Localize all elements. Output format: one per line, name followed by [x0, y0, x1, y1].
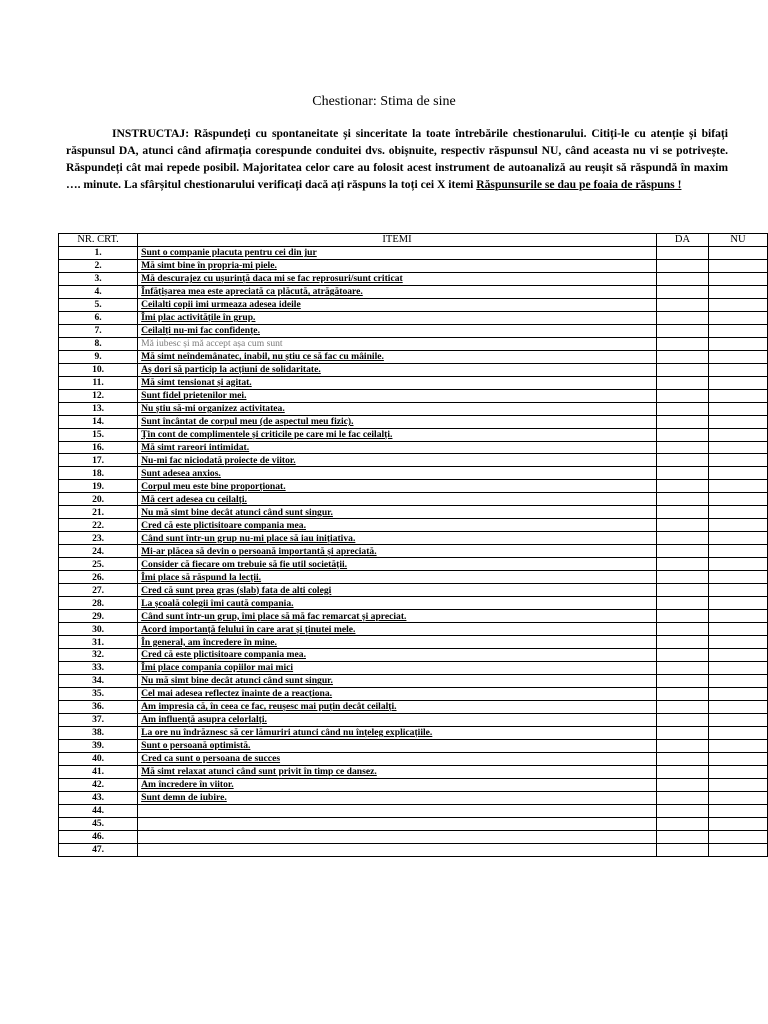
- answer-da-cell[interactable]: [656, 324, 708, 337]
- answer-nu-cell[interactable]: [709, 804, 768, 817]
- row-number: 41.: [59, 765, 138, 778]
- row-number: 14.: [59, 415, 138, 428]
- answer-nu-cell[interactable]: [709, 584, 768, 597]
- table-row: [59, 532, 768, 545]
- row-number: 30.: [59, 623, 138, 636]
- table-row: [59, 674, 768, 687]
- table-row: [59, 454, 768, 467]
- questionnaire-table: [58, 233, 768, 857]
- table-row: [59, 246, 768, 259]
- item-text: Mă simt neîndemânatec, inabil, nu știu ce să fac cu mâinile.: [138, 350, 657, 363]
- item-text: Aș dori să particip la acțiuni de solidaritate.: [138, 363, 657, 376]
- row-number: 42.: [59, 778, 138, 791]
- answer-da-cell[interactable]: [656, 259, 708, 272]
- answer-da-cell[interactable]: [656, 428, 708, 441]
- table-row: [59, 739, 768, 752]
- answer-nu-cell[interactable]: [709, 454, 768, 467]
- answer-nu-cell[interactable]: [709, 272, 768, 285]
- answer-da-cell[interactable]: [656, 843, 708, 856]
- answer-nu-cell[interactable]: [709, 817, 768, 830]
- table-row: [59, 324, 768, 337]
- answer-nu-cell[interactable]: [709, 661, 768, 674]
- table-row: [59, 765, 768, 778]
- answer-da-cell[interactable]: [656, 493, 708, 506]
- header-nr: NR. CRT.: [59, 234, 138, 247]
- item-text: Acord importanță felului în care arat și ținutei mele.: [138, 623, 657, 636]
- table-row: [59, 363, 768, 376]
- answer-nu-cell[interactable]: [709, 739, 768, 752]
- answer-da-cell[interactable]: [656, 350, 708, 363]
- answer-nu-cell[interactable]: [709, 713, 768, 726]
- answer-da-cell[interactable]: [656, 752, 708, 765]
- table-row: [59, 752, 768, 765]
- answer-nu-cell[interactable]: [709, 519, 768, 532]
- answer-nu-cell[interactable]: [709, 687, 768, 700]
- answer-nu-cell[interactable]: [709, 532, 768, 545]
- answer-nu-cell[interactable]: [709, 610, 768, 623]
- item-text: Sunt o persoană optimistă.: [138, 739, 657, 752]
- item-text: Cel mai adesea reflectez înainte de a reacționa.: [138, 687, 657, 700]
- row-number: 15.: [59, 428, 138, 441]
- answer-da-cell[interactable]: [656, 687, 708, 700]
- answer-nu-cell[interactable]: [709, 493, 768, 506]
- row-number: 44.: [59, 804, 138, 817]
- row-number: 9.: [59, 350, 138, 363]
- item-text: Ceilalti copii imi urmeaza adesea ideile: [138, 298, 657, 311]
- answer-da-cell[interactable]: [656, 804, 708, 817]
- table-row: [59, 571, 768, 584]
- answer-nu-cell[interactable]: [709, 700, 768, 713]
- item-text: Mă iubesc și mă accept așa cum sunt: [138, 337, 657, 350]
- item-text: Îmi plac activitățile în grup.: [138, 311, 657, 324]
- item-text: Țin cont de complimentele și criticile pe care mi le fac ceilalți.: [138, 428, 657, 441]
- row-number: 20.: [59, 493, 138, 506]
- answer-nu-cell[interactable]: [709, 623, 768, 636]
- item-text: [138, 804, 657, 817]
- item-text: Îmi place să răspund la lecții.: [138, 571, 657, 584]
- item-text: Sunt o companie placuta pentru cei din jur: [138, 246, 657, 259]
- item-text: Corpul meu este bine proporționat.: [138, 480, 657, 493]
- answer-nu-cell[interactable]: [709, 350, 768, 363]
- answer-nu-cell[interactable]: [709, 467, 768, 480]
- answer-da-cell[interactable]: [656, 376, 708, 389]
- answer-nu-cell[interactable]: [709, 285, 768, 298]
- row-number: 5.: [59, 298, 138, 311]
- row-number: 45.: [59, 817, 138, 830]
- table-header-row: [59, 234, 768, 247]
- answer-da-cell[interactable]: [656, 623, 708, 636]
- item-text: Când sunt într-un grup nu-mi place să iau inițiativa.: [138, 532, 657, 545]
- answer-nu-cell[interactable]: [709, 649, 768, 662]
- answer-nu-cell[interactable]: [709, 506, 768, 519]
- table-row: [59, 830, 768, 843]
- item-text: [138, 830, 657, 843]
- item-text: Cred că sunt prea gras (slab) fata de alti colegi: [138, 584, 657, 597]
- instructions-answer-note: Răspunsurile se dau pe foaia de răspuns !: [476, 178, 682, 191]
- answer-da-cell[interactable]: [656, 778, 708, 791]
- item-text: Mă simt relaxat atunci când sunt privit în timp ce dansez.: [138, 765, 657, 778]
- table-row: [59, 545, 768, 558]
- item-text: Consider că fiecare om trebuie să fie util societății.: [138, 558, 657, 571]
- row-number: 18.: [59, 467, 138, 480]
- answer-nu-cell[interactable]: [709, 765, 768, 778]
- answer-da-cell[interactable]: [656, 402, 708, 415]
- answer-da-cell[interactable]: [656, 700, 708, 713]
- item-text: La școală colegii îmi caută compania.: [138, 597, 657, 610]
- item-text: Nu știu să-mi organizez activitatea.: [138, 402, 657, 415]
- item-text: Am impresia că, în ceea ce fac, reușesc mai puțin decât ceilalți.: [138, 700, 657, 713]
- table-row: [59, 791, 768, 804]
- answer-da-cell[interactable]: [656, 389, 708, 402]
- row-number: 33.: [59, 661, 138, 674]
- answer-da-cell[interactable]: [656, 713, 708, 726]
- answer-da-cell[interactable]: [656, 661, 708, 674]
- header-nu: NU: [709, 234, 768, 247]
- item-text: Sunt adesea anxios.: [138, 467, 657, 480]
- row-number: 35.: [59, 687, 138, 700]
- answer-da-cell[interactable]: [656, 726, 708, 739]
- answer-nu-cell[interactable]: [709, 389, 768, 402]
- item-text: Când sunt într-un grup, îmi place să mă fac remarcat și apreciat.: [138, 610, 657, 623]
- answer-nu-cell[interactable]: [709, 337, 768, 350]
- answer-nu-cell[interactable]: [709, 791, 768, 804]
- answer-nu-cell[interactable]: [709, 726, 768, 739]
- table-row: [59, 480, 768, 493]
- instructions: [66, 125, 728, 193]
- table-row: [59, 376, 768, 389]
- row-number: 46.: [59, 830, 138, 843]
- item-text: Mă descurajez cu ușurință daca mi se fac reprosuri/sunt criticat: [138, 272, 657, 285]
- table-row: [59, 467, 768, 480]
- item-text: Nu mă simt bine decât atunci când sunt singur.: [138, 506, 657, 519]
- page-title: Chestionar: Stima de sine: [312, 94, 456, 109]
- row-number: 38.: [59, 726, 138, 739]
- row-number: 27.: [59, 584, 138, 597]
- answer-nu-cell[interactable]: [709, 324, 768, 337]
- item-text: La ore nu îndrăznesc să cer lămuriri atunci când nu înțeleg explicațiile.: [138, 726, 657, 739]
- answer-da-cell[interactable]: [656, 519, 708, 532]
- table-row: [59, 519, 768, 532]
- table-row: [59, 700, 768, 713]
- answer-da-cell[interactable]: [656, 363, 708, 376]
- table-row: [59, 636, 768, 649]
- row-number: 32.: [59, 649, 138, 662]
- table-row: [59, 558, 768, 571]
- table-row: [59, 661, 768, 674]
- answer-nu-cell[interactable]: [709, 597, 768, 610]
- table-row: [59, 493, 768, 506]
- row-number: 16.: [59, 441, 138, 454]
- row-number: 13.: [59, 402, 138, 415]
- row-number: 22.: [59, 519, 138, 532]
- table-row: [59, 311, 768, 324]
- answer-nu-cell[interactable]: [709, 571, 768, 584]
- item-text: [138, 843, 657, 856]
- item-text: Înfățișarea mea este apreciată ca plăcută, atrăgătoare.: [138, 285, 657, 298]
- row-number: 2.: [59, 259, 138, 272]
- answer-nu-cell[interactable]: [709, 843, 768, 856]
- table-row: [59, 597, 768, 610]
- table-row: [59, 389, 768, 402]
- answer-da-cell[interactable]: [656, 285, 708, 298]
- item-text: Îmi place compania copiilor mai mici: [138, 661, 657, 674]
- table-row: [59, 350, 768, 363]
- table-row: [59, 687, 768, 700]
- row-number: 40.: [59, 752, 138, 765]
- answer-nu-cell[interactable]: [709, 415, 768, 428]
- item-text: Cred ca sunt o persoana de succes: [138, 752, 657, 765]
- row-number: 4.: [59, 285, 138, 298]
- answer-da-cell[interactable]: [656, 597, 708, 610]
- row-number: 1.: [59, 246, 138, 259]
- row-number: 11.: [59, 376, 138, 389]
- answer-da-cell[interactable]: [656, 480, 708, 493]
- answer-da-cell[interactable]: [656, 454, 708, 467]
- table-row: [59, 402, 768, 415]
- item-text: Mă cert adesea cu ceilalți.: [138, 493, 657, 506]
- header-da: DA: [656, 234, 708, 247]
- row-number: 23.: [59, 532, 138, 545]
- row-number: 28.: [59, 597, 138, 610]
- table-row: [59, 259, 768, 272]
- answer-nu-cell[interactable]: [709, 441, 768, 454]
- answer-da-cell[interactable]: [656, 532, 708, 545]
- item-text: Am încredere în viitor.: [138, 778, 657, 791]
- answer-da-cell[interactable]: [656, 765, 708, 778]
- answer-nu-cell[interactable]: [709, 428, 768, 441]
- answer-nu-cell[interactable]: [709, 480, 768, 493]
- row-number: 26.: [59, 571, 138, 584]
- table-row: [59, 623, 768, 636]
- item-text: Cred că este plictisitoare compania mea.: [138, 649, 657, 662]
- table-row: [59, 726, 768, 739]
- item-text: Am influență asupra celorlalți.: [138, 713, 657, 726]
- table-row: [59, 584, 768, 597]
- answer-nu-cell[interactable]: [709, 752, 768, 765]
- row-number: 39.: [59, 739, 138, 752]
- answer-da-cell[interactable]: [656, 830, 708, 843]
- row-number: 7.: [59, 324, 138, 337]
- item-text: [138, 817, 657, 830]
- row-number: 31.: [59, 636, 138, 649]
- table-row: [59, 804, 768, 817]
- item-text: Nu-mi fac niciodată proiecte de viitor.: [138, 454, 657, 467]
- table-row: [59, 441, 768, 454]
- table-row: [59, 506, 768, 519]
- answer-da-cell[interactable]: [656, 415, 708, 428]
- answer-nu-cell[interactable]: [709, 545, 768, 558]
- row-number: 12.: [59, 389, 138, 402]
- table-row: [59, 272, 768, 285]
- table-row: [59, 778, 768, 791]
- row-number: 21.: [59, 506, 138, 519]
- row-number: 17.: [59, 454, 138, 467]
- item-text: Ceilalți nu-mi fac confidențe.: [138, 324, 657, 337]
- answer-da-cell[interactable]: [656, 674, 708, 687]
- answer-nu-cell[interactable]: [709, 259, 768, 272]
- table-row: [59, 428, 768, 441]
- item-text: Mă simt tensionat și agitat.: [138, 376, 657, 389]
- answer-da-cell[interactable]: [656, 246, 708, 259]
- row-number: 37.: [59, 713, 138, 726]
- table-row: [59, 337, 768, 350]
- answer-da-cell[interactable]: [656, 558, 708, 571]
- item-text: Sunt fidel prietenilor mei.: [138, 389, 657, 402]
- answer-da-cell[interactable]: [656, 298, 708, 311]
- row-number: 47.: [59, 843, 138, 856]
- row-number: 8.: [59, 337, 138, 350]
- answer-nu-cell[interactable]: [709, 246, 768, 259]
- answer-da-cell[interactable]: [656, 791, 708, 804]
- item-text: Mi-ar plăcea să devin o persoană importantă și apreciată.: [138, 545, 657, 558]
- answer-nu-cell[interactable]: [709, 830, 768, 843]
- answer-da-cell[interactable]: [656, 584, 708, 597]
- answer-da-cell[interactable]: [656, 441, 708, 454]
- answer-da-cell[interactable]: [656, 506, 708, 519]
- row-number: 29.: [59, 610, 138, 623]
- row-number: 36.: [59, 700, 138, 713]
- item-text: Mă simt bine în propria-mi piele.: [138, 259, 657, 272]
- table-row: [59, 713, 768, 726]
- table-row: [59, 610, 768, 623]
- answer-da-cell[interactable]: [656, 610, 708, 623]
- answer-nu-cell[interactable]: [709, 636, 768, 649]
- answer-nu-cell[interactable]: [709, 298, 768, 311]
- answer-nu-cell[interactable]: [709, 558, 768, 571]
- answer-nu-cell[interactable]: [709, 376, 768, 389]
- header-items: ITEMI: [138, 234, 657, 247]
- row-number: 34.: [59, 674, 138, 687]
- instructions-text: INSTRUCTAJ: Răspundeți cu spontaneitate și sinceritate la toate întrebările chestionarului. Citiți-le cu atenție și bifați răspunsul DA, atunci când afirmația corespunde conduitei dvs. obișnuite, respectiv răspunsul NU, când aceasta nu vi se potrivește. Răspundeți cât mai repede posibil. Majoritatea celor care au folosit acest instrument de autoanaliză au reușit să răspundă în maxim …. minute. La sfârșitul chestionarului verificați dacă ați răspuns la toți cei X itemi: [66, 127, 728, 191]
- row-number: 25.: [59, 558, 138, 571]
- answer-da-cell[interactable]: [656, 636, 708, 649]
- row-number: 3.: [59, 272, 138, 285]
- table-row: [59, 817, 768, 830]
- answer-da-cell[interactable]: [656, 545, 708, 558]
- row-number: 43.: [59, 791, 138, 804]
- answer-nu-cell[interactable]: [709, 311, 768, 324]
- table-row: [59, 415, 768, 428]
- answer-da-cell[interactable]: [656, 337, 708, 350]
- row-number: 19.: [59, 480, 138, 493]
- item-text: Sunt demn de iubire.: [138, 791, 657, 804]
- answer-da-cell[interactable]: [656, 739, 708, 752]
- answer-da-cell[interactable]: [656, 571, 708, 584]
- answer-da-cell[interactable]: [656, 817, 708, 830]
- row-number: 24.: [59, 545, 138, 558]
- answer-da-cell[interactable]: [656, 311, 708, 324]
- table-row: [59, 285, 768, 298]
- answer-da-cell[interactable]: [656, 272, 708, 285]
- answer-nu-cell[interactable]: [709, 402, 768, 415]
- answer-nu-cell[interactable]: [709, 363, 768, 376]
- table-row: [59, 649, 768, 662]
- table-row: [59, 843, 768, 856]
- item-text: Sunt încântat de corpul meu (de aspectul meu fizic).: [138, 415, 657, 428]
- answer-da-cell[interactable]: [656, 649, 708, 662]
- item-text: Cred că este plictisitoare compania mea.: [138, 519, 657, 532]
- answer-da-cell[interactable]: [656, 467, 708, 480]
- row-number: 10.: [59, 363, 138, 376]
- item-text: Mă simt rareori intimidat.: [138, 441, 657, 454]
- table-row: [59, 298, 768, 311]
- row-number: 6.: [59, 311, 138, 324]
- answer-nu-cell[interactable]: [709, 778, 768, 791]
- item-text: În general, am încredere în mine.: [138, 636, 657, 649]
- item-text: Nu mă simt bine decât atunci când sunt singur.: [138, 674, 657, 687]
- answer-nu-cell[interactable]: [709, 674, 768, 687]
